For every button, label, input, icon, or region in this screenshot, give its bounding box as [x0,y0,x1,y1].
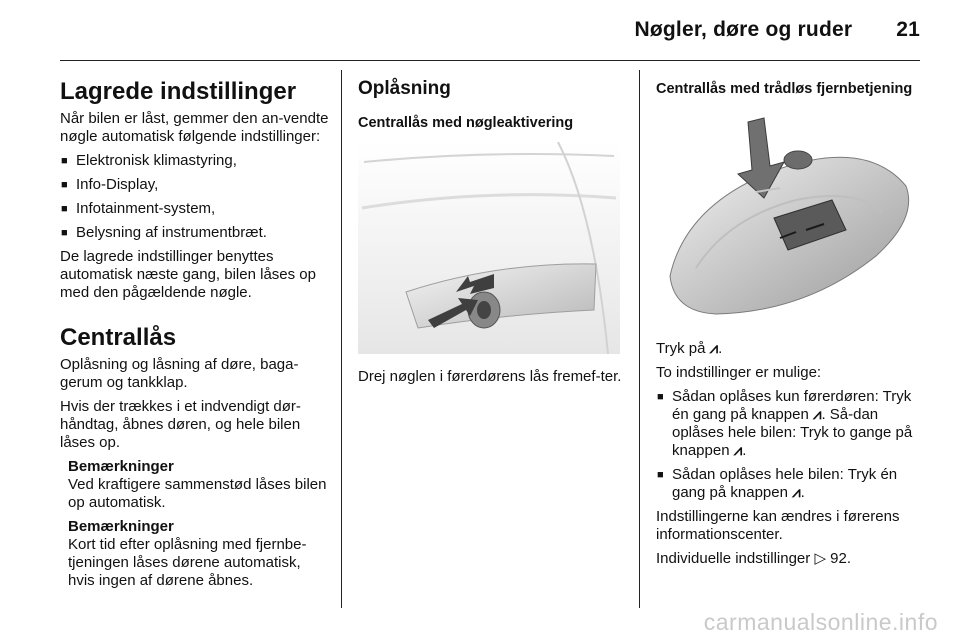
stored-settings-list [60,152,330,242]
section-title-stored-settings: Lagrede indstillinger [60,78,297,105]
option-1-part-b: . Så-dan oplåses hele bilen: Tryk to gange på knappen [672,406,913,459]
options-intro: To indstillinger er mulige: [656,364,822,381]
option-1-part-c: . [742,442,747,459]
page-title: Nøgler, døre og ruder [634,18,853,41]
stored-settings-intro: Når bilen er låst, gemmer den an-vendte nøgle automatisk følgende indstillinger: [60,110,329,145]
option-2-part-a: Sådan oplåses hele bilen: Tryk én gang på knappen [672,466,898,501]
option-1-part-a: Sådan oplåses kun førerdøren: Tryk én gang på knappen [672,388,912,423]
column-2 [358,70,623,392]
press-suffix: . [718,340,723,357]
list-item: ■ Elektronisk klimastyring, [60,152,330,170]
subtitle-key-lock: Centrallås med nøgleaktivering [358,115,574,131]
note-1 [68,458,330,512]
option-2-part-b: . [800,484,805,501]
watermark: carmanualsonline.info [703,609,938,635]
unlock-icon: ⩘ [733,442,743,459]
list-item: ■ Info-Display, [60,176,330,194]
subtitle-remote-control: Centrallås med trådløs fjernbetjening [656,81,913,97]
header-divider [60,60,920,61]
column-1 [60,70,330,596]
remote-options-list [656,388,926,502]
key-lock-caption: Drej nøglen i førerdørens lås fremef-ter. [358,368,622,385]
door-lock-illustration [358,142,620,354]
note-body: Kort tid efter oplåsning med fjernbe-tjeningen låses dørene automatisk, hvis ingen af dørene åbnes. [68,536,307,589]
stored-settings-outro: De lagrede indstillinger benyttes automatisk næste gang, bilen låses op med den pågældende nøgle. [60,248,316,301]
column-divider-1 [341,70,342,608]
note-2 [68,518,330,590]
central-lock-p1: Oplåsning og låsning af døre, baga-gerum og tankklap. [60,356,299,391]
individual-settings-ref [656,550,926,568]
unlock-icon: ⩘ [812,406,822,423]
list-item [656,466,926,502]
column-divider-2 [639,70,640,608]
page-number: 21 [896,18,920,41]
central-lock-p2: Hvis der trækkes i et indvendigt dør-håndtag, åbnes døren, og hele bilen låses op. [60,398,301,451]
individual-prefix: Individuelle indstillinger [656,550,811,567]
note-body: Ved kraftigere sammenstød låses bilen op automatisk. [68,476,327,511]
column-3 [656,70,926,574]
note-title: Bemærkninger [68,458,174,475]
page-ref-link[interactable]: 92. [830,550,852,567]
list-item [656,388,926,460]
press-prefix: Tryk på [656,340,706,357]
section-title-unlocking: Oplåsning [358,78,451,99]
page-ref-icon: ▷ [814,550,826,567]
unlock-icon: ⩘ [709,340,719,357]
list-item: ■ Infotainment-system, [60,200,330,218]
remote-key-illustration [656,108,920,326]
section-title-central-lock: Centrallås [60,324,177,351]
list-item: ■ Belysning af instrumentbræt. [60,224,330,242]
settings-change-text: Indstillingerne kan ændres i førerens informationscenter. [656,508,900,543]
page-header [635,18,921,42]
note-title: Bemærkninger [68,518,174,535]
unlock-icon: ⩘ [792,484,801,501]
press-instruction [656,340,926,358]
